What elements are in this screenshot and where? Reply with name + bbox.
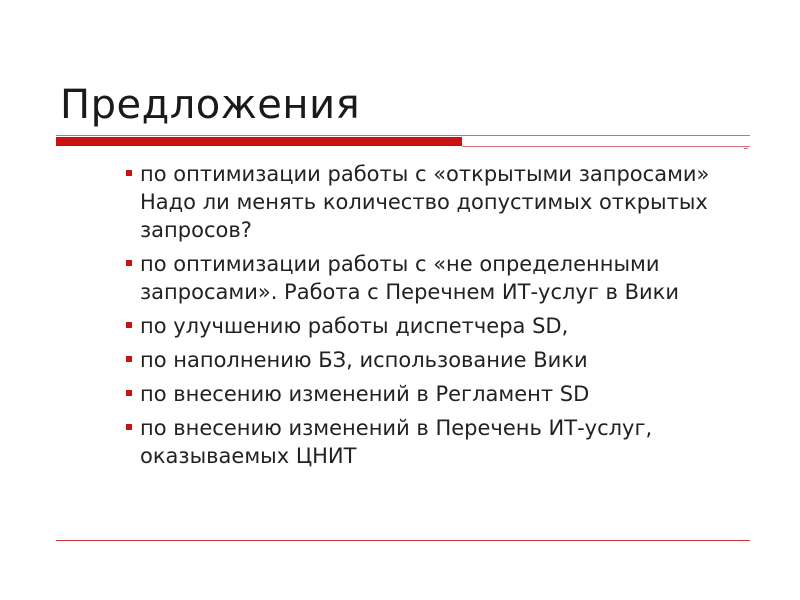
- list-item: [128, 414, 748, 470]
- bullet-square-icon: [126, 170, 132, 176]
- title-divider-thin-lower: [462, 146, 750, 147]
- footer-divider: [56, 540, 750, 541]
- list-item: [128, 380, 748, 408]
- slide-title: Предложения: [60, 82, 361, 128]
- list-item-text: по внесению изменений в Регламент SD: [140, 382, 590, 406]
- title-divider-thin: [56, 135, 750, 136]
- list-item-text: по внесению изменений в Перечень ИТ-услуг, оказываемых ЦНИТ: [140, 416, 653, 468]
- list-item-text: по оптимизации работы с «не определенными запросами». Работа с Перечнем ИТ-услуг в Вики: [140, 252, 679, 304]
- list-item: [128, 312, 748, 340]
- list-item: [128, 346, 748, 374]
- list-item-text: по оптимизации работы с «открытыми запросами» Надо ли менять количество допустимых открытых запросов?: [140, 162, 710, 242]
- bullet-square-icon: [126, 356, 132, 362]
- list-item: [128, 160, 748, 244]
- title-divider-accent: [56, 137, 462, 146]
- bullet-list: [128, 160, 748, 476]
- title-divider-dot: [744, 148, 748, 149]
- list-item-text: по наполнению БЗ, использование Вики: [140, 348, 588, 372]
- bullet-square-icon: [126, 260, 132, 266]
- list-item-text: по улучшению работы диспетчера SD,: [140, 314, 569, 338]
- bullet-square-icon: [126, 424, 132, 430]
- bullet-square-icon: [126, 390, 132, 396]
- bullet-square-icon: [126, 322, 132, 328]
- list-item: [128, 250, 748, 306]
